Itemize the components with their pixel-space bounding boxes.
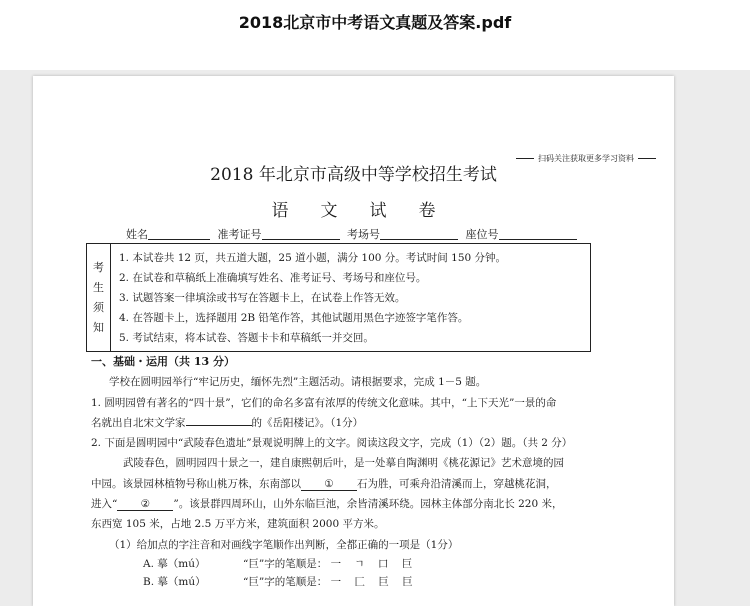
passage-line: [91, 496, 562, 511]
note-item: 5. 考试结束，将本试卷、答题卡卡和草稿纸一并交回。: [119, 332, 374, 344]
id-field-room: 考场号: [347, 228, 380, 241]
sub-question-1: （1）给加点的字注音和对画线字笔顺作出判断，全都正确的一项是（1分）: [109, 539, 459, 551]
text: 石为胜，可乘舟沿清溪而上，穿越桃花洞，: [357, 478, 557, 490]
option-label: A. 摹（mú）: [143, 558, 206, 570]
document-title: 2018北京市中考语文真题及答案.pdf: [238, 13, 512, 32]
answer-blank: [186, 425, 252, 426]
viewer-titlebar: [0, 0, 750, 70]
subject-title: 语文试卷: [271, 201, 468, 221]
note-item: 2. 在试卷和草稿纸上准确填写姓名、准考证号、考场号和座位号。: [119, 272, 427, 284]
text: ”。该景群四周环山，山外东临巨池，余皆清溪环绕。园林主体部分南北长 220 米，: [173, 498, 563, 510]
candidate-notes-box: [86, 243, 591, 352]
option-text: “巨”字的笔顺是：: [243, 558, 328, 570]
passage-line: 武陵春色，圆明园四十景之一，建自康熙朝后叶，是一处摹自陶渊明《桃花源记》艺术意境的园: [123, 457, 564, 469]
id-field-exam-number: 准考证号: [217, 228, 262, 241]
option-label: B. 摹（mú）: [143, 576, 206, 588]
text: 的《岳阳楼记》。（1分）: [251, 417, 364, 429]
blank-2: ②: [117, 498, 173, 511]
note-item: 1. 本试卷共 12 页，共五道大题，25 道小题，满分 100 分。考试时间 150 分钟。: [119, 252, 507, 264]
text: 中园。该景园林植物号称山桃万株，东南部以: [91, 478, 301, 490]
notes-label-char: 考: [93, 260, 104, 274]
question-1-cont: [91, 415, 363, 430]
id-field-seat: 座位号: [465, 228, 499, 241]
note-item: 3. 试题答案一律填涂或书写在答题卡上，在试卷上作答无效。: [119, 292, 406, 304]
notes-label-char: 生: [93, 280, 104, 294]
blank: [262, 239, 340, 240]
passage-line: 东西宽 105 米，占地 2.5 万平方米，建筑面积 2000 平方米。: [91, 518, 385, 530]
question-2: 2. 下面是圆明园中“武陵春色遗址”景观说明牌上的文字。阅读这段文字，完成（1）（2）题。（共 2 分）: [91, 437, 573, 449]
notes-label-char: 知: [93, 320, 104, 334]
option-a: [143, 556, 417, 571]
option-b: [143, 574, 418, 589]
passage-line: [91, 476, 557, 491]
exam-title: 2018 年北京市高级中等学校招生考试: [210, 165, 497, 185]
intro-text: 学校在圆明园举行“牢记历史，缅怀先烈”主题活动。请根据要求，完成 1－5 题。: [109, 376, 487, 388]
blank-1: ①: [301, 478, 357, 491]
id-field-name: 姓名: [126, 228, 148, 241]
stroke-order: 一 ㄱ 口 巨: [330, 558, 418, 570]
note-item: 4. 在答题卡上，选择题用 2B 铅笔作答，其他试题用黑色字迹签字笔作答。: [119, 312, 469, 324]
divider: [638, 158, 656, 159]
section-heading: 一、基础・运用（共 13 分）: [91, 355, 235, 368]
id-fields: [126, 226, 581, 242]
question-1: 1. 圆明园曾有著名的“四十景”，它们的命名多富有浓厚的传统文化意味。其中，“上下天光”一景的命: [91, 397, 557, 409]
blank: [380, 239, 458, 240]
text: 名就出自北宋文学家: [91, 417, 186, 429]
stroke-order: 一 匚 巨 巨: [330, 576, 418, 588]
option-text: “巨”字的笔顺是：: [243, 576, 328, 588]
blank: [499, 239, 577, 240]
top-note-text: 扫码关注获取更多学习资料: [538, 154, 634, 163]
blank: [148, 239, 210, 240]
pdf-page[interactable]: [33, 76, 674, 606]
divider: [516, 158, 534, 159]
notes-list: [111, 244, 506, 351]
text: 进入“: [91, 498, 118, 510]
notes-label-char: 须: [93, 300, 104, 314]
notes-label: [87, 244, 111, 351]
